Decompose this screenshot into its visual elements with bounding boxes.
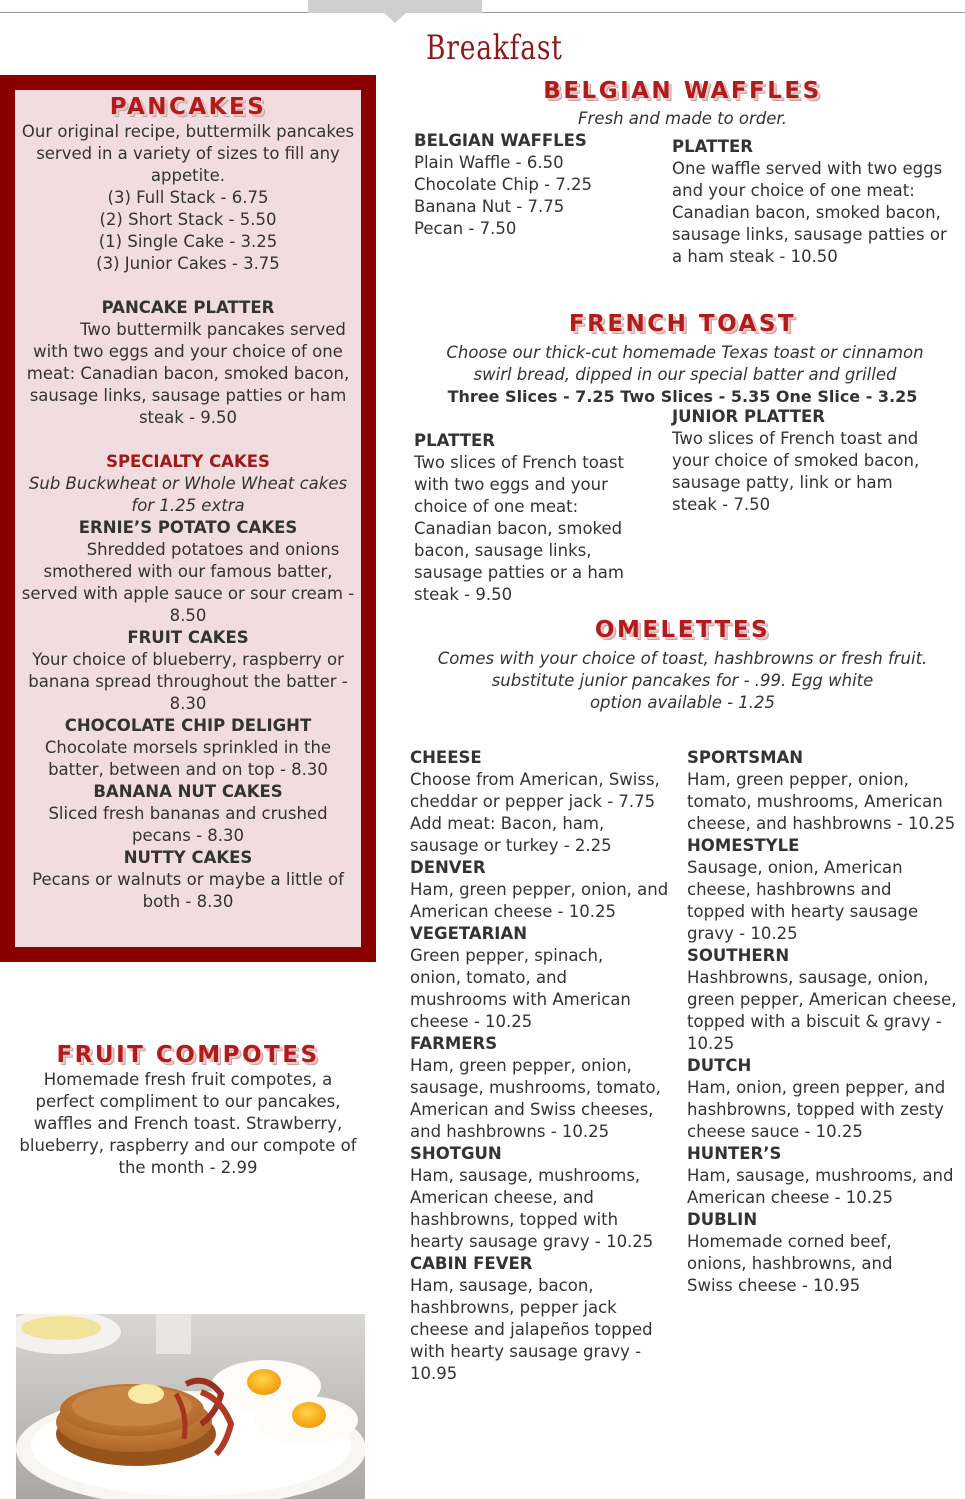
omelettes-title: OMELETTES [594, 617, 771, 643]
omelette-name: CHEESE [410, 748, 482, 767]
omelette-desc: Hashbrowns, sausage, onion, green pepper, American cheese, topped with a biscuit & gravy - 10.25 [687, 968, 957, 1053]
pancake-item-name: CHOCOLATE CHIP DELIGHT [64, 716, 312, 735]
waffles-subtitle: Fresh and made to order. [578, 109, 787, 128]
pancake-size: (3) Junior Cakes - 3.75 [96, 254, 280, 273]
omelette-name: SOUTHERN [687, 946, 790, 965]
french-toast-title: FRENCH TOAST [568, 311, 797, 337]
omelette-desc: Homemade corned beef, onions, hashbrowns, and Swiss cheese - 10.95 [687, 1232, 893, 1295]
specialty-title: SPECIALTY CAKES [106, 452, 270, 471]
omelette-name: SPORTSMAN [687, 748, 804, 767]
waffle-item: Plain Waffle - 6.50 [414, 153, 564, 172]
omelette-desc: Sausage, onion, American cheese, hashbrowns and topped with hearty sausage gravy - 10.25 [687, 858, 919, 943]
omelette-name: DUBLIN [687, 1210, 758, 1229]
omelette-name: FARMERS [410, 1034, 498, 1053]
tab-pointer-icon [384, 13, 406, 23]
pancake-item-desc: Chocolate morsels sprinkled in the batter, between and on top - 8.30 [44, 738, 332, 779]
omelette-desc: Choose from American, Swiss, cheddar or pepper jack - 7.75 Add meat: Bacon, ham, sausage or turkey - 2.25 [410, 770, 660, 855]
waffles-title: BELGIAN WAFFLES [543, 78, 822, 104]
omelette-name: HUNTER’S [687, 1144, 782, 1163]
pancake-platter-name: PANCAKE PLATTER [101, 298, 275, 317]
omelette-desc: Ham, sausage, mushrooms, and American cheese - 10.25 [687, 1166, 954, 1207]
specialty-note: Sub Buckwheat or Whole Wheat cakes for 1.25 extra [28, 474, 348, 515]
omelette-desc: Ham, sausage, bacon, hashbrowns, pepper jack cheese and jalapeños topped with hearty sausage gravy - 10.95 [410, 1276, 653, 1383]
pancake-platter-desc: Two buttermilk pancakes served with two eggs and your choice of one meat: Canadian bacon, smoked bacon, sausage links, sausage patties or ham steak - 9.50 [26, 320, 350, 427]
omelette-desc: Ham, green pepper, onion, and American cheese - 10.25 [410, 880, 669, 921]
omelette-desc: Ham, green pepper, onion, sausage, mushrooms, tomato, American and Swiss cheeses, and hashbrowns - 10.25 [410, 1056, 661, 1141]
waffle-item: Chocolate Chip - 7.25 [414, 175, 593, 194]
omelette-name: HOMESTYLE [687, 836, 800, 855]
omelettes-subtitle-line: option available - 1.25 [589, 693, 776, 712]
waffles-platter-name: PLATTER [672, 137, 753, 156]
pancakes-title: PANCAKES [109, 94, 267, 120]
french-toast-junior-name: JUNIOR PLATTER [672, 407, 825, 426]
omelette-desc: Ham, green pepper, onion, tomato, mushrooms, American cheese, and hashbrowns - 10.25 [687, 770, 956, 833]
omelette-desc: Ham, sausage, mushrooms, American cheese, and hashbrowns, topped with hearty sausage gravy - 10.25 [410, 1166, 654, 1251]
omelette-name: SHOTGUN [410, 1144, 502, 1163]
pancake-item-name: ERNIE’S POTATO CAKES [78, 518, 298, 537]
pancake-size: (1) Single Cake - 3.25 [98, 232, 278, 251]
pancakes-intro: Our original recipe, buttermilk pancakes served in a variety of sizes to fill any appetite. [21, 122, 355, 185]
pancake-item-name: BANANA NUT CAKES [93, 782, 283, 801]
pancake-size: (2) Short Stack - 5.50 [99, 210, 277, 229]
pancake-item-desc: Pecans or walnuts or maybe a little of both - 8.30 [32, 870, 344, 911]
waffle-item: Pecan - 7.50 [414, 219, 517, 238]
waffles-list-title: BELGIAN WAFFLES [414, 131, 587, 150]
pancake-item-desc: Your choice of blueberry, raspberry or banana spread throughout the batter - 8.30 [28, 650, 348, 713]
omelette-name: DUTCH [687, 1056, 752, 1075]
compotes-title: FRUIT COMPOTES [56, 1042, 320, 1068]
french-toast-subtitle: Choose our thick-cut homemade Texas toast or cinnamon swirl bread, dipped in our special batter and grilled [446, 343, 924, 384]
omelette-name: CABIN FEVER [410, 1254, 533, 1273]
french-toast-prices: Three Slices - 7.25 Two Slices - 5.35 One Slice - 3.25 [447, 387, 918, 406]
pancake-item-name: NUTTY CAKES [123, 848, 253, 867]
omelettes-left-column [410, 747, 672, 1385]
french-toast-junior [672, 406, 922, 516]
omelette-desc: Green pepper, spinach, onion, tomato, and mushrooms with American cheese - 10.25 [410, 946, 631, 1031]
french-toast-platter-name: PLATTER [414, 431, 495, 450]
compotes-desc: Homemade fresh fruit compotes, a perfect compliment to our pancakes, waffles and French toast. Strawberry, blueberry, raspberry and our compote of the month - 2.99 [19, 1070, 357, 1177]
omelette-desc: Ham, onion, green pepper, and hashbrowns, topped with zesty cheese sauce - 10.25 [687, 1078, 946, 1141]
omelettes-right-column [687, 747, 957, 1297]
french-toast-platter-desc: Two slices of French toast with two eggs and your choice of one meat: Canadian bacon, smoked bacon, sausage links, sausage patties or a ham steak - 9.50 [414, 453, 624, 604]
pancake-item-name: FRUIT CAKES [127, 628, 249, 647]
active-tab-indicator[interactable] [308, 0, 482, 13]
omelette-name: DENVER [410, 858, 486, 877]
waffles-list [414, 130, 654, 240]
pancake-breakfast-photo [16, 1314, 365, 1499]
omelettes-subtitle-line: substitute junior pancakes for - .99. Egg white [491, 671, 874, 690]
pancake-item-desc: Sliced fresh bananas and crushed pecans - 8.30 [48, 804, 328, 845]
omelette-name: VEGETARIAN [410, 924, 528, 943]
top-divider [0, 12, 965, 13]
omelettes-subtitle-line: Comes with your choice of toast, hashbrowns or fresh fruit. [437, 649, 928, 668]
waffle-item: Banana Nut - 7.75 [414, 197, 565, 216]
pancakes-section [15, 94, 361, 913]
french-toast-junior-desc: Two slices of French toast and your choice of smoked bacon, sausage patty, link or ham steak - 7.50 [672, 429, 920, 514]
pancake-size: (3) Full Stack - 6.75 [107, 188, 269, 207]
waffles-platter [672, 136, 957, 268]
pancake-item-desc: Shredded potatoes and onions smothered with our famous batter, served with apple sauce or sour cream - 8.50 [21, 540, 355, 625]
omelettes-subtitle [400, 648, 965, 714]
page-title: Breakfast [426, 28, 563, 68]
waffles-platter-desc: One waffle served with two eggs and your choice of one meat: Canadian bacon, smoked bacon, sausage links, sausage patties or a ham steak - 10.50 [672, 159, 947, 266]
french-toast-platter [414, 430, 649, 606]
compotes-section [15, 1042, 361, 1179]
